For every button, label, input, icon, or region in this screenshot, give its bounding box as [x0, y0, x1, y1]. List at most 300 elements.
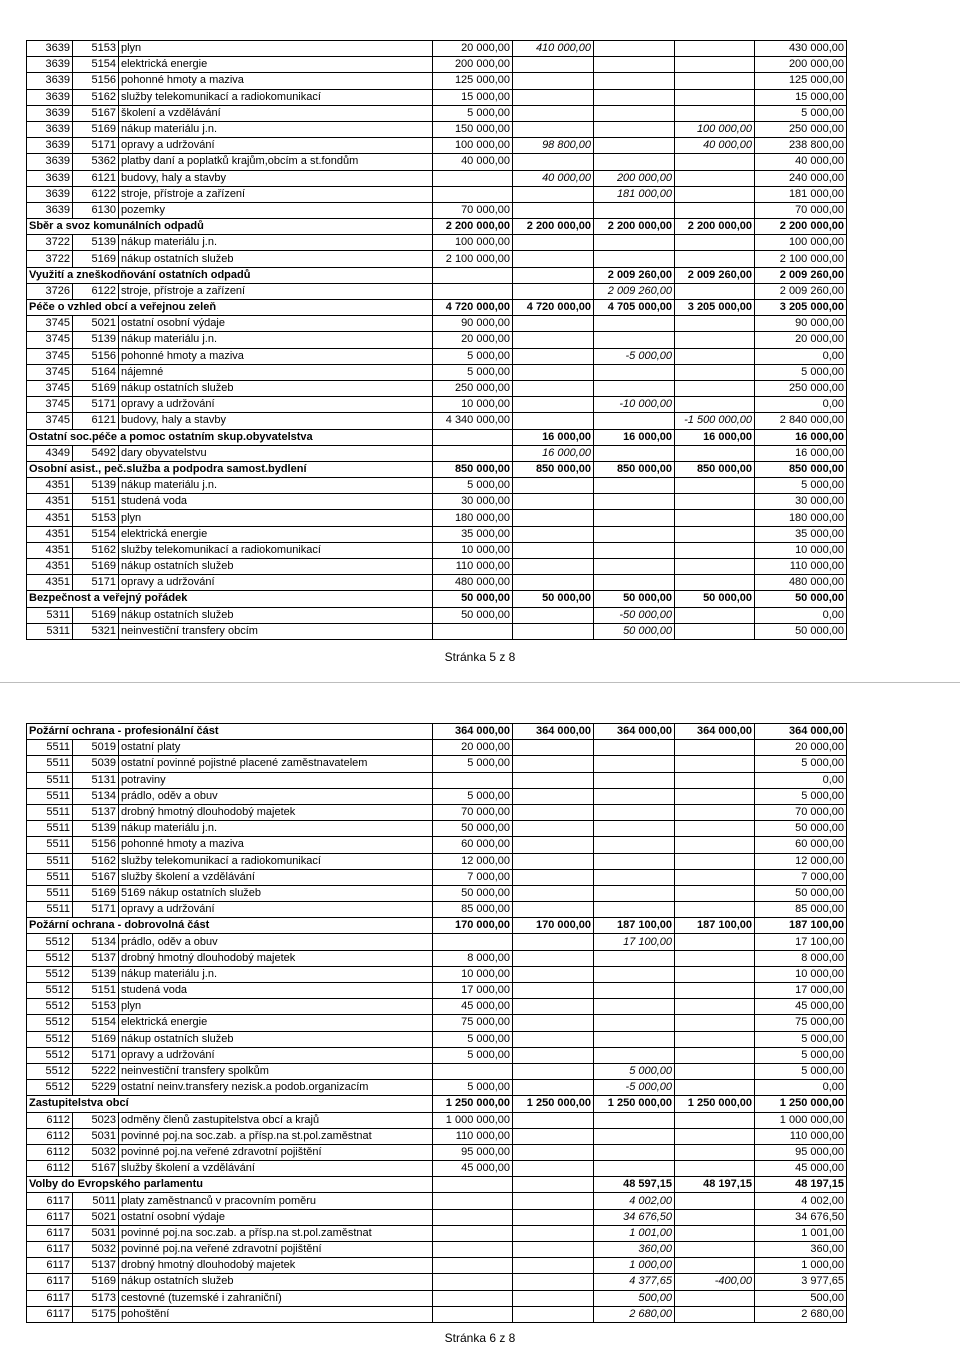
item-code: 5167: [73, 869, 119, 885]
amount-col-1: [433, 186, 513, 202]
amount-col-3: [594, 966, 675, 982]
item-row: [27, 1047, 847, 1063]
item-row: [27, 154, 847, 170]
amount-col-4: [675, 966, 755, 982]
item-name: elektrická energie: [119, 57, 433, 73]
item-code: 5032: [73, 1144, 119, 1160]
amount-col-1: 60 000,00: [433, 837, 513, 853]
item-name: nákup ostatních služeb: [119, 1274, 433, 1290]
amount-col-1: 45 000,00: [433, 999, 513, 1015]
amount-col-5: 360,00: [755, 1242, 847, 1258]
paragraph-code: 5512: [27, 1031, 73, 1047]
amount-col-2: [513, 1209, 594, 1225]
item-name: služby telekomunikací a radiokomunikací: [119, 89, 433, 105]
amount-col-4: [675, 364, 755, 380]
amount-col-1: 4 720 000,00: [433, 300, 513, 316]
amount-col-5: 240 000,00: [755, 170, 847, 186]
item-name: povinné poj.na veřené zdravotní pojištění: [119, 1144, 433, 1160]
amount-col-2: [513, 1047, 594, 1063]
amount-col-1: [433, 429, 513, 445]
item-row: [27, 575, 847, 591]
amount-col-3: 200 000,00: [594, 170, 675, 186]
paragraph-code: 5511: [27, 885, 73, 901]
item-name: neinvestiční transfery obcím: [119, 623, 433, 639]
item-row: [27, 885, 847, 901]
amount-col-1: 200 000,00: [433, 57, 513, 73]
amount-col-2: 16 000,00: [513, 429, 594, 445]
amount-col-5: 2 200 000,00: [755, 219, 847, 235]
amount-col-5: 3 205 000,00: [755, 300, 847, 316]
item-code: 5151: [73, 494, 119, 510]
amount-col-5: 5 000,00: [755, 1031, 847, 1047]
amount-col-3: [594, 740, 675, 756]
paragraph-code: 5512: [27, 934, 73, 950]
amount-col-4: [675, 772, 755, 788]
amount-col-2: [513, 1193, 594, 1209]
item-name: studená voda: [119, 494, 433, 510]
amount-col-2: [513, 1112, 594, 1128]
group-title: Zastupitelstva obcí: [27, 1096, 433, 1112]
item-code: 5131: [73, 772, 119, 788]
page-6: [0, 690, 960, 1367]
amount-col-5: 110 000,00: [755, 1128, 847, 1144]
amount-col-2: [513, 1306, 594, 1322]
item-row: [27, 1031, 847, 1047]
paragraph-code: 3639: [27, 105, 73, 121]
amount-col-1: 7 000,00: [433, 869, 513, 885]
amount-col-5: 17 000,00: [755, 983, 847, 999]
amount-col-4: [675, 788, 755, 804]
amount-col-2: [513, 950, 594, 966]
item-row: [27, 756, 847, 772]
item-row: [27, 364, 847, 380]
amount-col-4: [675, 756, 755, 772]
group-title: Požární ochrana - profesionální část: [27, 724, 433, 740]
paragraph-code: 3639: [27, 89, 73, 105]
paragraph-code: 6112: [27, 1128, 73, 1144]
amount-col-1: [433, 1177, 513, 1193]
amount-col-3: [594, 821, 675, 837]
paragraph-code: 5512: [27, 1080, 73, 1096]
amount-col-2: [513, 1225, 594, 1241]
amount-col-5: 0,00: [755, 1080, 847, 1096]
amount-col-4: [675, 950, 755, 966]
amount-col-1: 12 000,00: [433, 853, 513, 869]
item-name: 5169 nákup ostatních služeb: [119, 885, 433, 901]
amount-col-1: 5 000,00: [433, 788, 513, 804]
amount-col-5: 17 100,00: [755, 934, 847, 950]
amount-col-3: [594, 772, 675, 788]
item-row: [27, 526, 847, 542]
paragraph-code: 6112: [27, 1144, 73, 1160]
paragraph-code: 3639: [27, 170, 73, 186]
paragraph-code: 3639: [27, 138, 73, 154]
amount-col-5: 238 800,00: [755, 138, 847, 154]
amount-col-5: 15 000,00: [755, 89, 847, 105]
amount-col-4: [675, 607, 755, 623]
item-code: 5169: [73, 380, 119, 396]
amount-col-1: 10 000,00: [433, 966, 513, 982]
amount-col-1: 850 000,00: [433, 461, 513, 477]
item-code: 5169: [73, 251, 119, 267]
amount-col-1: 2 200 000,00: [433, 219, 513, 235]
amount-col-5: 16 000,00: [755, 445, 847, 461]
amount-col-1: [433, 1193, 513, 1209]
item-name: prádlo, oděv a obuv: [119, 788, 433, 804]
item-name: drobný hmotný dlouhodobý majetek: [119, 950, 433, 966]
amount-col-3: [594, 559, 675, 575]
amount-col-5: 20 000,00: [755, 740, 847, 756]
amount-col-3: [594, 1112, 675, 1128]
item-code: 5031: [73, 1225, 119, 1241]
paragraph-code: 3745: [27, 364, 73, 380]
item-row: [27, 902, 847, 918]
item-row: [27, 138, 847, 154]
item-code: 5362: [73, 154, 119, 170]
amount-col-1: 20 000,00: [433, 740, 513, 756]
amount-col-1: 20 000,00: [433, 41, 513, 57]
amount-col-2: [513, 983, 594, 999]
item-code: 5162: [73, 542, 119, 558]
item-code: 5021: [73, 1209, 119, 1225]
item-name: nákup materiálu j.n.: [119, 332, 433, 348]
amount-col-1: 50 000,00: [433, 885, 513, 901]
amount-col-3: [594, 510, 675, 526]
item-code: 5154: [73, 526, 119, 542]
paragraph-code: 3639: [27, 121, 73, 137]
amount-col-2: [513, 607, 594, 623]
amount-col-2: [513, 966, 594, 982]
amount-col-4: [675, 89, 755, 105]
paragraph-code: 6117: [27, 1225, 73, 1241]
amount-col-2: [513, 999, 594, 1015]
amount-col-2: [513, 89, 594, 105]
item-row: [27, 999, 847, 1015]
item-row: [27, 772, 847, 788]
item-row: [27, 740, 847, 756]
paragraph-code: 5512: [27, 983, 73, 999]
amount-col-3: [594, 202, 675, 218]
amount-col-4: [675, 1015, 755, 1031]
paragraph-code: 4351: [27, 526, 73, 542]
amount-col-3: [594, 332, 675, 348]
amount-col-3: -5 000,00: [594, 348, 675, 364]
amount-col-2: 850 000,00: [513, 461, 594, 477]
amount-col-2: [513, 1031, 594, 1047]
item-name: prádlo, oděv a obuv: [119, 934, 433, 950]
paragraph-code: 5512: [27, 1015, 73, 1031]
amount-col-5: 1 001,00: [755, 1225, 847, 1241]
amount-col-1: 70 000,00: [433, 804, 513, 820]
amount-col-2: [513, 348, 594, 364]
item-row: [27, 821, 847, 837]
group-row: [27, 1177, 847, 1193]
item-name: nákup ostatních služeb: [119, 380, 433, 396]
item-row: [27, 983, 847, 999]
amount-col-5: 34 676,50: [755, 1209, 847, 1225]
item-code: 6130: [73, 202, 119, 218]
amount-col-5: 5 000,00: [755, 756, 847, 772]
amount-col-5: 4 002,00: [755, 1193, 847, 1209]
item-row: [27, 186, 847, 202]
amount-col-1: [433, 170, 513, 186]
amount-col-5: 5 000,00: [755, 478, 847, 494]
item-name: elektrická energie: [119, 1015, 433, 1031]
amount-col-4: [675, 1306, 755, 1322]
amount-col-3: -50 000,00: [594, 607, 675, 623]
amount-col-2: 40 000,00: [513, 170, 594, 186]
item-row: [27, 559, 847, 575]
amount-col-3: 181 000,00: [594, 186, 675, 202]
amount-col-2: [513, 478, 594, 494]
item-code: 5032: [73, 1242, 119, 1258]
amount-col-3: 34 676,50: [594, 1209, 675, 1225]
amount-col-5: 30 000,00: [755, 494, 847, 510]
amount-col-2: [513, 494, 594, 510]
amount-col-3: [594, 89, 675, 105]
amount-col-5: 0,00: [755, 397, 847, 413]
item-name: plyn: [119, 999, 433, 1015]
amount-col-1: [433, 1306, 513, 1322]
amount-col-4: [675, 510, 755, 526]
amount-col-4: [675, 186, 755, 202]
item-name: elektrická energie: [119, 526, 433, 542]
amount-col-3: [594, 380, 675, 396]
item-code: 5321: [73, 623, 119, 639]
amount-col-2: [513, 154, 594, 170]
amount-col-3: [594, 526, 675, 542]
amount-col-3: [594, 57, 675, 73]
item-row: [27, 332, 847, 348]
amount-col-4: [675, 983, 755, 999]
amount-col-3: 1 250 000,00: [594, 1096, 675, 1112]
amount-col-3: 850 000,00: [594, 461, 675, 477]
paragraph-code: 6117: [27, 1290, 73, 1306]
paragraph-code: 3745: [27, 380, 73, 396]
amount-col-5: 1 000 000,00: [755, 1112, 847, 1128]
amount-col-3: 17 100,00: [594, 934, 675, 950]
amount-col-5: 200 000,00: [755, 57, 847, 73]
amount-col-5: 50 000,00: [755, 591, 847, 607]
item-name: školení a vzdělávání: [119, 105, 433, 121]
item-name: povinné poj.na soc.zab. a přísp.na st.pol.zaměstnat: [119, 1225, 433, 1241]
amount-col-4: [675, 494, 755, 510]
amount-col-3: 2 009 260,00: [594, 283, 675, 299]
amount-col-2: [513, 316, 594, 332]
item-row: [27, 966, 847, 982]
amount-col-2: [513, 869, 594, 885]
amount-col-1: 4 340 000,00: [433, 413, 513, 429]
item-code: 5139: [73, 332, 119, 348]
item-name: odměny členů zastupitelstva obcí a krajů: [119, 1112, 433, 1128]
amount-col-2: [513, 526, 594, 542]
amount-col-3: 50 000,00: [594, 591, 675, 607]
item-row: [27, 837, 847, 853]
item-code: 5173: [73, 1290, 119, 1306]
amount-col-5: 90 000,00: [755, 316, 847, 332]
group-row: [27, 1096, 847, 1112]
amount-col-3: 4 002,00: [594, 1193, 675, 1209]
item-name: nákup ostatních služeb: [119, 559, 433, 575]
amount-col-4: [675, 348, 755, 364]
paragraph-code: 5511: [27, 853, 73, 869]
item-code: 5169: [73, 607, 119, 623]
amount-col-1: 5 000,00: [433, 1047, 513, 1063]
item-name: opravy a udržování: [119, 138, 433, 154]
amount-col-2: [513, 1080, 594, 1096]
paragraph-code: 5512: [27, 1063, 73, 1079]
group-row: [27, 461, 847, 477]
item-code: 5171: [73, 138, 119, 154]
amount-col-4: 2 200 000,00: [675, 219, 755, 235]
amount-col-5: 250 000,00: [755, 380, 847, 396]
item-code: 5137: [73, 804, 119, 820]
amount-col-5: 2 100 000,00: [755, 251, 847, 267]
paragraph-code: 5311: [27, 623, 73, 639]
item-code: 5171: [73, 575, 119, 591]
item-name: pohoštění: [119, 1306, 433, 1322]
amount-col-5: 95 000,00: [755, 1144, 847, 1160]
item-name: povinné poj.na veřené zdravotní pojištění: [119, 1242, 433, 1258]
amount-col-1: [433, 772, 513, 788]
amount-col-3: 4 705 000,00: [594, 300, 675, 316]
amount-col-4: 16 000,00: [675, 429, 755, 445]
amount-col-5: 2 840 000,00: [755, 413, 847, 429]
amount-col-4: [675, 41, 755, 57]
amount-col-3: [594, 983, 675, 999]
amount-col-1: 125 000,00: [433, 73, 513, 89]
amount-col-1: 17 000,00: [433, 983, 513, 999]
item-code: 5134: [73, 788, 119, 804]
amount-col-5: 60 000,00: [755, 837, 847, 853]
amount-col-4: -400,00: [675, 1274, 755, 1290]
amount-col-1: 5 000,00: [433, 1080, 513, 1096]
amount-col-3: [594, 1161, 675, 1177]
item-row: [27, 607, 847, 623]
item-row: [27, 397, 847, 413]
item-name: potraviny: [119, 772, 433, 788]
item-name: ostatní osobní výdaje: [119, 1209, 433, 1225]
amount-col-3: 50 000,00: [594, 623, 675, 639]
amount-col-2: 2 200 000,00: [513, 219, 594, 235]
item-name: nákup ostatních služeb: [119, 607, 433, 623]
amount-col-2: [513, 267, 594, 283]
group-row: [27, 267, 847, 283]
amount-col-3: [594, 788, 675, 804]
amount-col-2: [513, 623, 594, 639]
item-code: 6122: [73, 283, 119, 299]
amount-col-4: [675, 934, 755, 950]
item-row: [27, 1080, 847, 1096]
amount-col-5: 110 000,00: [755, 559, 847, 575]
amount-col-4: [675, 380, 755, 396]
group-title: Osobní asist., peč.služba a podpodra samost.bydlení: [27, 461, 433, 477]
amount-col-2: [513, 934, 594, 950]
item-name: stroje, přístroje a zařízení: [119, 186, 433, 202]
item-row: [27, 57, 847, 73]
item-row: [27, 1015, 847, 1031]
amount-col-1: 250 000,00: [433, 380, 513, 396]
amount-col-5: 125 000,00: [755, 73, 847, 89]
amount-col-5: 50 000,00: [755, 885, 847, 901]
amount-col-4: [675, 57, 755, 73]
amount-col-1: 40 000,00: [433, 154, 513, 170]
paragraph-code: 3722: [27, 235, 73, 251]
item-code: 5156: [73, 348, 119, 364]
amount-col-2: 98 800,00: [513, 138, 594, 154]
amount-col-3: 360,00: [594, 1242, 675, 1258]
amount-col-3: [594, 804, 675, 820]
amount-col-5: 48 197,15: [755, 1177, 847, 1193]
item-name: budovy, haly a stavby: [119, 170, 433, 186]
amount-col-5: 480 000,00: [755, 575, 847, 591]
item-name: stroje, přístroje a zařízení: [119, 283, 433, 299]
amount-col-3: [594, 1031, 675, 1047]
item-code: 5156: [73, 73, 119, 89]
item-name: nákup materiálu j.n.: [119, 966, 433, 982]
item-code: 5153: [73, 999, 119, 1015]
amount-col-4: [675, 170, 755, 186]
item-code: 5171: [73, 1047, 119, 1063]
paragraph-code: 3722: [27, 251, 73, 267]
paragraph-code: 4351: [27, 575, 73, 591]
item-code: 5153: [73, 41, 119, 57]
item-code: 5169: [73, 1274, 119, 1290]
amount-col-1: 20 000,00: [433, 332, 513, 348]
amount-col-2: [513, 885, 594, 901]
amount-col-2: [513, 397, 594, 413]
amount-col-1: 10 000,00: [433, 397, 513, 413]
amount-col-2: [513, 121, 594, 137]
amount-col-4: [675, 1031, 755, 1047]
paragraph-code: 4351: [27, 478, 73, 494]
amount-col-5: 8 000,00: [755, 950, 847, 966]
paragraph-code: 6117: [27, 1274, 73, 1290]
amount-col-1: 180 000,00: [433, 510, 513, 526]
item-name: opravy a udržování: [119, 1047, 433, 1063]
item-row: [27, 89, 847, 105]
paragraph-code: 5511: [27, 869, 73, 885]
item-row: [27, 1274, 847, 1290]
amount-col-1: 90 000,00: [433, 316, 513, 332]
amount-col-3: [594, 154, 675, 170]
amount-col-1: [433, 445, 513, 461]
amount-col-1: 5 000,00: [433, 478, 513, 494]
item-name: ostatní neinv.transfery nezisk.a podob.organizacím: [119, 1080, 433, 1096]
amount-col-1: 5 000,00: [433, 1031, 513, 1047]
item-name: nákup ostatních služeb: [119, 251, 433, 267]
amount-col-4: [675, 999, 755, 1015]
amount-col-3: [594, 235, 675, 251]
amount-col-5: 16 000,00: [755, 429, 847, 445]
amount-col-2: [513, 1063, 594, 1079]
amount-col-2: [513, 575, 594, 591]
amount-col-5: 50 000,00: [755, 623, 847, 639]
item-code: 5167: [73, 1161, 119, 1177]
amount-col-3: [594, 1015, 675, 1031]
amount-col-4: [675, 559, 755, 575]
amount-col-3: 4 377,65: [594, 1274, 675, 1290]
amount-col-4: 50 000,00: [675, 591, 755, 607]
amount-col-3: [594, 542, 675, 558]
item-code: 5031: [73, 1128, 119, 1144]
amount-col-4: [675, 869, 755, 885]
amount-col-5: 430 000,00: [755, 41, 847, 57]
item-row: [27, 1144, 847, 1160]
item-name: pozemky: [119, 202, 433, 218]
amount-col-4: [675, 853, 755, 869]
amount-col-4: [675, 1080, 755, 1096]
